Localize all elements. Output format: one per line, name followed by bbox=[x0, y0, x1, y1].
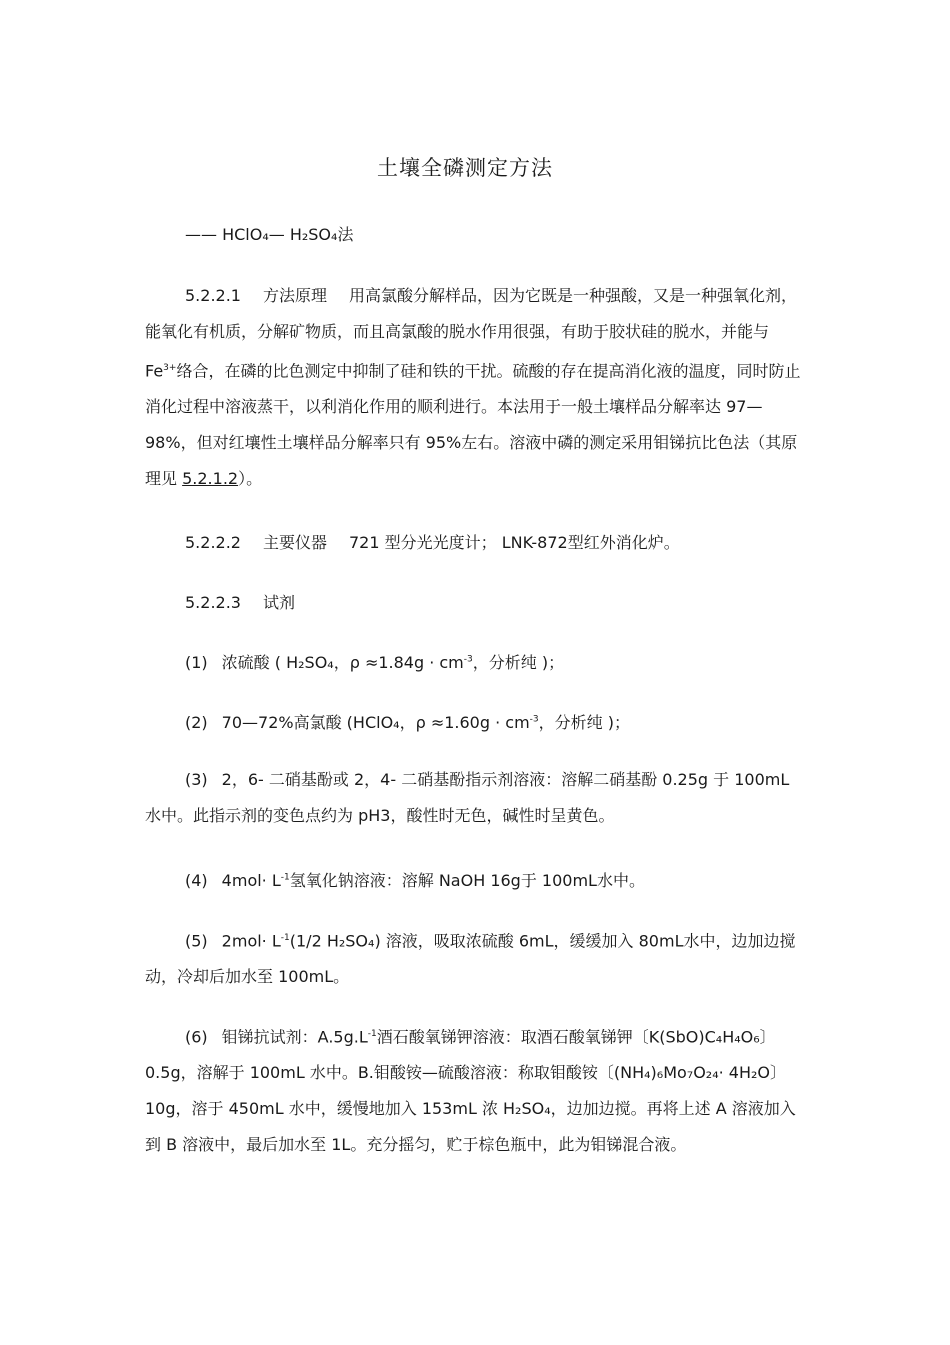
section-5-2-2-2 bbox=[185, 530, 680, 553]
method-subtitle: —— HClO₄— H₂SO₄法 bbox=[185, 225, 354, 244]
reagent-text: 浓硫酸 ( H₂SO₄，ρ ≈1.84g · cm bbox=[221, 653, 464, 672]
superscript: -3 bbox=[529, 714, 539, 725]
reagent-text: 酒石酸氧锑钾溶液：取酒石酸氧锑钾〔K(SbO)C₄H₄O₆〕0.5g，溶解于 100mL 水中。B.钼酸铵—硫酸溶液：称取钼酸铵〔(NH₄)₆Mo₇O₂₄· 4H₂O〕10g，溶于 450mL 水中，缓慢地加入 153mL 浓 H₂SO₄，边加边搅。再将上述 A 溶液加入到 B 溶液中，最后加水至 1L。充分摇匀，贮于棕色瓶中，此为钼锑混合液。 bbox=[145, 1027, 796, 1155]
item-number: (6) bbox=[185, 1027, 208, 1047]
section-number: 5.2.2.2 bbox=[185, 533, 241, 552]
paragraph-text: 用高氯酸分解样品，因为它既是一种强酸，又是一种强氧化剂，能氧化有机质，分解矿物质，而且高氯酸的脱水作用很强，有助于胶状硅的脱水，并能与 Fe bbox=[145, 286, 798, 381]
reagent-text: 4mol· L bbox=[221, 871, 281, 890]
section-text: 721 型分光光度计； LNK-872型红外消化炉。 bbox=[349, 533, 680, 552]
superscript: -1 bbox=[280, 933, 290, 943]
section-heading: 方法原理 bbox=[262, 286, 327, 305]
superscript: 3+ bbox=[163, 363, 177, 373]
reagent-text: 氢氧化钠溶液：溶解 NaOH 16g于 100mL水中。 bbox=[289, 871, 645, 890]
reagent-6 bbox=[145, 1016, 805, 1163]
superscript: -1 bbox=[280, 872, 290, 883]
reagent-text: 2mol· L bbox=[221, 931, 281, 951]
reagent-2 bbox=[185, 710, 630, 733]
paragraph-text: 络合，在磷的比色测定中抑制了硅和铁的干扰。硫酸的存在提高消化液的温度，同时防止消化过程中溶液蒸干，以利消化作用的顺利进行。本法用于一般土壤样品分解率达 97—98%，但对红壤性土壤样品分解率只有 95%左右。溶液中磷的测定采用钼锑抗比色法（其原理见 bbox=[145, 361, 801, 489]
reagent-1 bbox=[185, 650, 564, 673]
section-number: 5.2.2.3 bbox=[185, 593, 241, 612]
document-title: 土壤全磷测定方法 bbox=[377, 156, 553, 180]
reagent-4 bbox=[185, 868, 645, 891]
section-5-2-2-3 bbox=[185, 590, 295, 613]
paragraph-text: ）。 bbox=[238, 469, 263, 489]
section-reference-link[interactable]: 5.2.1.2 bbox=[182, 469, 239, 489]
reagent-text: 钼锑抗试剂：A.5g.L bbox=[221, 1027, 368, 1047]
reagent-text: (1/2 H₂SO₄) 溶液，吸取浓硫酸 6mL，缓缓加入 80mL水中，边加边搅动，冷却后加水至 100mL。 bbox=[145, 931, 796, 987]
reagent-text: ，分析纯 )； bbox=[472, 653, 565, 672]
item-number: (3) bbox=[185, 770, 208, 789]
section-heading: 试剂 bbox=[262, 593, 295, 612]
superscript: -3 bbox=[463, 654, 473, 665]
section-heading: 主要仪器 bbox=[262, 533, 327, 552]
reagent-3 bbox=[145, 762, 805, 834]
item-number: (1) bbox=[185, 653, 208, 672]
reagent-5 bbox=[145, 920, 805, 995]
superscript: -1 bbox=[367, 1029, 377, 1039]
section-5-2-2-1 bbox=[145, 278, 805, 497]
reagent-text: ，分析纯 )； bbox=[538, 713, 630, 732]
reagent-text: 2，6- 二硝基酚或 2，4- 二硝基酚指示剂溶液：溶解二硝基酚 0.25g 于 100mL水中。此指示剂的变色点约为 pH3，酸性时无色，碱性时呈黄色。 bbox=[145, 770, 790, 825]
item-number: (5) bbox=[185, 931, 208, 951]
reagent-text: 70—72%高氯酸 (HClO₄，ρ ≈1.60g · cm bbox=[221, 713, 530, 732]
section-number: 5.2.2.1 bbox=[185, 286, 241, 305]
item-number: (4) bbox=[185, 871, 208, 890]
item-number: (2) bbox=[185, 713, 208, 732]
